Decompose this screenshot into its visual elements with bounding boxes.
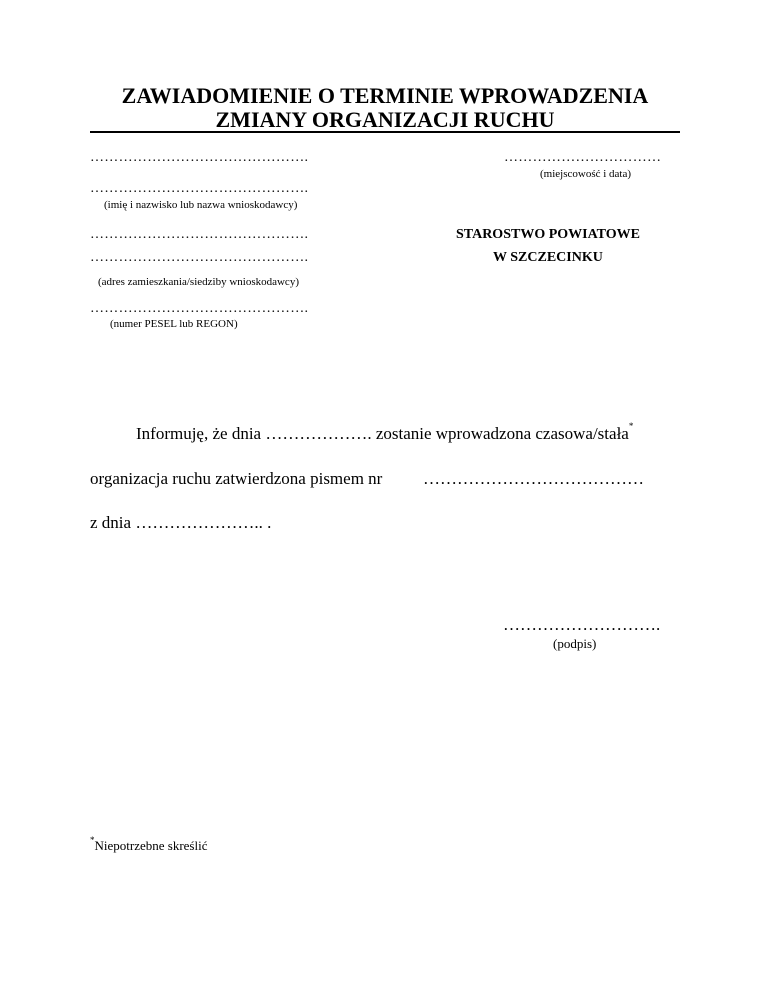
applicant-id-dots: ………………………………………. [90, 301, 309, 316]
signature-dots: ………………………. [503, 615, 661, 634]
place-date-caption: (miejscowość i data) [540, 168, 632, 180]
footnote-marker: * [628, 421, 634, 431]
footnote [90, 835, 208, 854]
footnote-text: Niepotrzebne skreślić [94, 838, 208, 853]
body-line-3: z dnia ………………….. . [90, 513, 272, 532]
applicant-address-dots-1: ………………………………………. [90, 227, 309, 242]
applicant-id-caption: (numer PESEL lub REGON) [110, 318, 238, 330]
applicant-name-caption: (imię i nazwisko lub nazwa wnioskodawcy) [104, 199, 298, 211]
applicant-name-dots: ………………………………………. [90, 181, 309, 196]
recipient-line-1: STAROSTWO POWIATOWE [456, 227, 640, 242]
title-underline [90, 131, 680, 133]
place-date-dots: …………………………… [504, 150, 662, 165]
applicant-dots-top: ………………………………………. [90, 150, 309, 165]
body-line-1-text: Informuję, że dnia ………………. zostanie wprowadzona czasowa/stała [136, 424, 629, 443]
recipient-line-2: W SZCZECINKU [493, 250, 603, 265]
body-line-1 [136, 421, 634, 444]
applicant-address-dots-2: ………………………………………. [90, 250, 309, 265]
document-title [90, 84, 680, 132]
applicant-address-caption: (adres zamieszkania/siedziby wnioskodawcy) [98, 276, 299, 288]
signature-caption: (podpis) [553, 636, 597, 651]
title-line-1: ZAWIADOMIENIE O TERMINIE WPROWADZENIA [121, 83, 649, 108]
body-line-2: organizacja ruchu zatwierdzona pismem nr [90, 469, 383, 488]
body-line-2-dots: ………………………………… [423, 469, 644, 488]
title-line-2: ZMIANY ORGANIZACJI RUCHU [215, 107, 555, 132]
footnote-mark: * [90, 835, 95, 845]
